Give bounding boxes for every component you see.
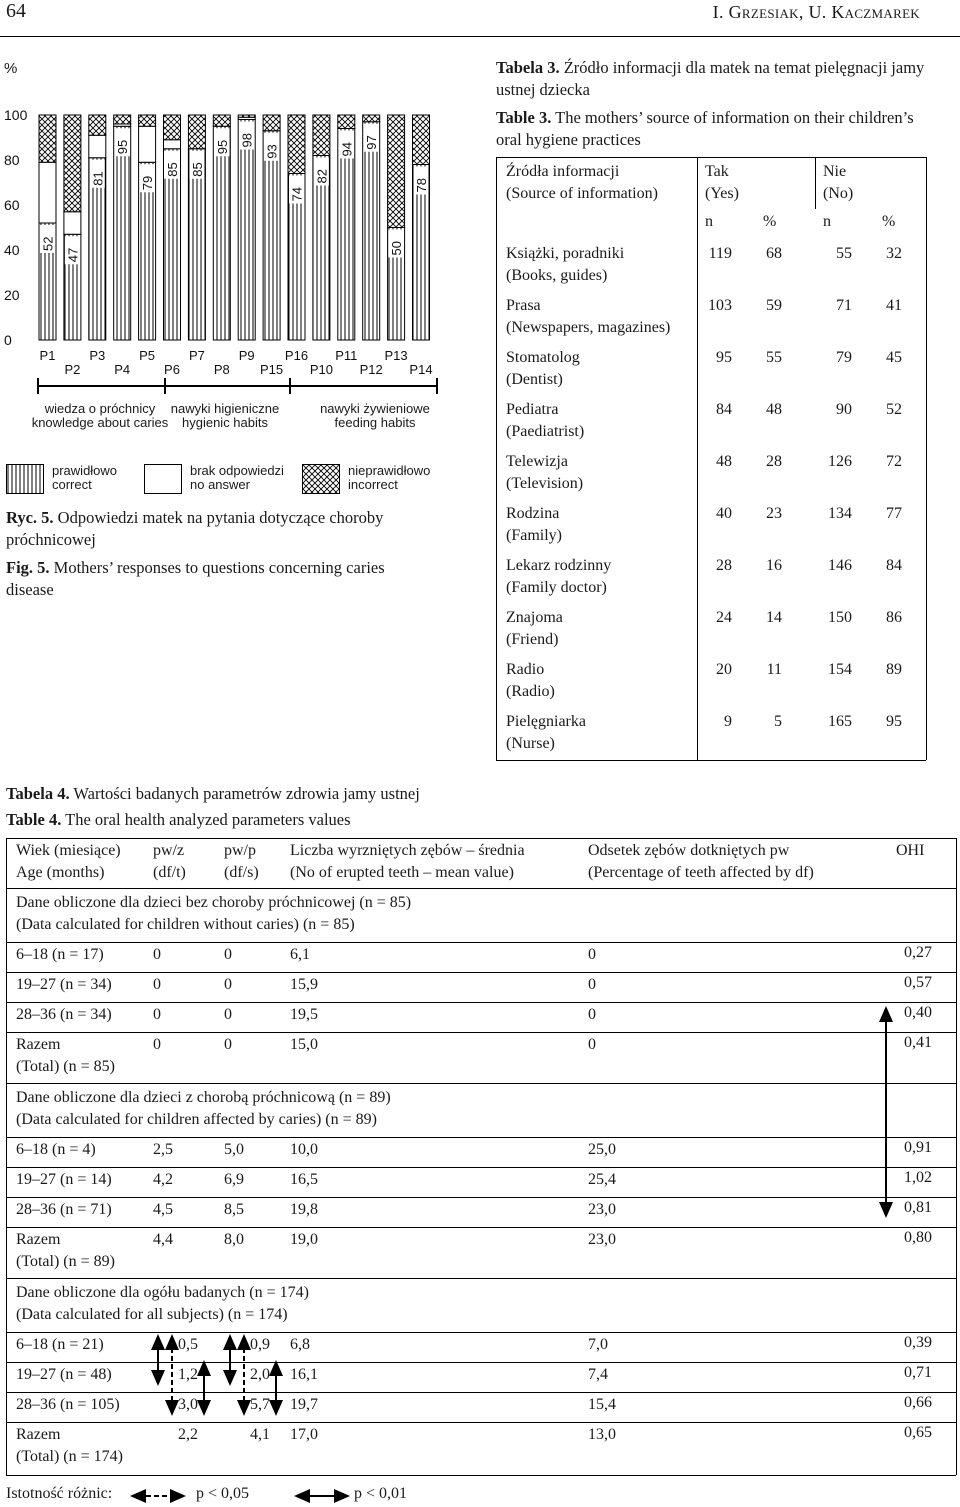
table4-cell: 0,9 (250, 1336, 270, 1353)
table4-cell: 25,0 (588, 1141, 616, 1158)
table3-row-label: Radio (Radio) (506, 661, 555, 700)
pwz-arrow-1 (151, 1334, 165, 1386)
table4-cell: 0 (153, 946, 161, 963)
table4-cell: 8,5 (224, 1201, 244, 1218)
table4-cell: 4,2 (153, 1171, 173, 1188)
table3-row-label: Telewizja (Television) (506, 453, 584, 492)
table4-row-label: 28–36 (n = 105) (16, 1396, 120, 1413)
table3-cell: 71 (836, 297, 852, 314)
table3-cell: 165 (828, 713, 852, 730)
table4-ohi: 0,80 (904, 1229, 932, 1246)
table4-row-label: 28–36 (n = 34) (16, 1006, 112, 1023)
table3-cell: 5 (774, 713, 782, 730)
table3-cell: 24 (716, 609, 732, 626)
table4-ohi: 0,81 (904, 1199, 932, 1216)
table3-cell: 119 (708, 245, 732, 262)
bar-value-label: 82 (314, 169, 330, 184)
ohi-significance-arrow (879, 1006, 893, 1218)
table4-section-title: Dane obliczone dla dzieci bez choroby próchnicowej (n = 85) (Data calculated for children without caries) (n = 85) (16, 894, 412, 933)
x-tick-label: P14 (409, 362, 433, 377)
group-label-knowledge: wiedza o próchnicy knowledge about caries (31, 401, 169, 430)
table4-cell: 7,4 (588, 1366, 608, 1383)
pwz-arrow-3 (197, 1360, 211, 1416)
table3-cell: 59 (766, 297, 782, 314)
table4-cell: 7,0 (588, 1336, 608, 1353)
arrow-dashed-icon (128, 1486, 188, 1506)
bar-value-label: 97 (364, 135, 380, 150)
bar-value-label: 78 (414, 178, 429, 193)
figure-caption-en: Fig. 5. Mothers’ responses to questions concerning caries disease (6, 558, 385, 599)
table4-cell: 16,5 (290, 1171, 318, 1188)
table4-cell: 13,0 (588, 1426, 616, 1443)
table4-cell: 16,1 (290, 1366, 318, 1383)
table3-cell: 154 (828, 661, 852, 678)
table4-cell: 15,0 (290, 1036, 318, 1053)
table4-row-label: Razem (Total) (n = 85) (16, 1036, 115, 1075)
table4-row-label: 19–27 (n = 48) (16, 1366, 112, 1383)
y-tick-label: 80 (4, 152, 20, 168)
table4-ohi: 0,40 (904, 1004, 932, 1021)
x-tick-label: P10 (309, 362, 333, 377)
table3-cell: 55 (836, 245, 852, 262)
table3-cell: 20 (716, 661, 732, 678)
table4-cell: 0 (588, 1006, 596, 1023)
bar-value-label: 85 (165, 162, 180, 177)
x-tick-label: P15 (260, 362, 284, 377)
pwp-arrow-3 (269, 1360, 283, 1416)
bar-value-label: 85 (189, 162, 205, 177)
table3-cell: 84 (716, 401, 732, 418)
bar-value-label: 79 (140, 175, 156, 191)
table4-ohi: 0,41 (904, 1034, 932, 1051)
table4-cell: 10,0 (290, 1141, 318, 1158)
table4-cell: 0 (588, 946, 596, 963)
table4-ohi: 0,27 (904, 944, 932, 961)
x-tick-label: P3 (89, 348, 106, 363)
table4-row-label: Razem (Total) (n = 89) (16, 1231, 115, 1270)
table3-cell: 16 (766, 557, 782, 574)
x-tick-label: P8 (213, 362, 230, 377)
table4-row-label: 6–18 (n = 17) (16, 946, 104, 963)
table3-cell: 103 (708, 297, 732, 314)
table4-cell: 0 (153, 1036, 161, 1053)
table4-cell: 2,0 (250, 1366, 270, 1383)
table3-subheader: % (763, 213, 777, 230)
table4-header: OHI (896, 842, 925, 859)
pwz-arrow-2 (165, 1334, 179, 1416)
bar-value-label: 94 (339, 142, 355, 157)
table3-cell: 134 (828, 505, 852, 522)
table3-row-label: Książki, poradniki (Books, guides) (506, 245, 625, 284)
x-tick-label: P12 (359, 362, 383, 377)
table4-cell: 4,4 (153, 1231, 173, 1248)
table4-header: Liczba wyrzniętych zębów – średnia (No of erupted teeth – mean value) (290, 842, 525, 881)
p05-label: p < 0,05 (196, 1485, 250, 1502)
y-unit-label: % (4, 60, 18, 77)
table4-cell: 25,4 (588, 1171, 616, 1188)
table4-cell: 4,5 (153, 1201, 173, 1218)
bar-value-label: 47 (65, 247, 81, 263)
table3-header-no: Nie (No) (823, 163, 854, 202)
y-tick-label: 40 (4, 242, 20, 258)
bar-value-label: 95 (214, 139, 230, 155)
table4-cell: 0 (224, 946, 232, 963)
table4-header: Wiek (miesiące) Age (months) (16, 842, 121, 881)
table3-title-pl: Tabela 3. Źródło informacji dla matek na temat pielęgnacji jamy ustnej dziecka (496, 58, 925, 99)
x-tick-label: P16 (284, 348, 309, 363)
table3-cell: 52 (886, 401, 902, 418)
table4-cell: 19,7 (290, 1396, 318, 1413)
table3-title-en: Table 3. The mothers’ source of information on their children’s oral hygiene practices (496, 108, 914, 149)
table4-cell: 19,8 (290, 1201, 318, 1218)
table4-ohi: 0,91 (904, 1139, 932, 1156)
x-tick-label: P6 (164, 362, 180, 377)
table3-cell: 86 (886, 609, 902, 626)
bar-value-label: 98 (239, 133, 255, 148)
table4-row-label: 19–27 (n = 14) (16, 1171, 112, 1188)
table3-subheader: % (882, 213, 896, 230)
table4-header: Odsetek zębów dotkniętych pw (Percentage of teeth affected by df) (588, 842, 814, 881)
table3-cell: 55 (766, 349, 782, 366)
table3-cell: 90 (836, 401, 852, 418)
table4-ohi: 0,39 (904, 1334, 932, 1351)
table4-cell: 15,4 (588, 1396, 616, 1413)
table3-cell: 89 (886, 661, 902, 678)
table3-row-label: Rodzina (Family) (506, 505, 562, 544)
bar-value-label: 52 (40, 236, 56, 251)
table3-cell: 150 (828, 609, 852, 626)
table4-cell: 0 (224, 976, 232, 993)
table3-cell: 79 (836, 349, 852, 366)
x-tick-label: P4 (114, 362, 131, 377)
table4-cell: 23,0 (588, 1231, 616, 1248)
table3-cell: 68 (766, 245, 782, 262)
table4-cell: 6,1 (290, 946, 310, 963)
table4-section-title: Dane obliczone dla dzieci z chorobą próchnicową (n = 89) (Data calculated for children affected by caries) (n = 89) (16, 1089, 391, 1128)
table4-cell: 15,9 (290, 976, 318, 993)
table4-cell: 0 (224, 1036, 232, 1053)
table3-subheader: n (705, 213, 713, 230)
table3-header-yes: Tak (Yes) (705, 163, 739, 202)
table4-cell: 6,8 (290, 1336, 310, 1353)
bar-value-label: 50 (389, 241, 405, 256)
table3-cell: 11 (766, 661, 782, 678)
x-tick-label: P7 (188, 348, 205, 363)
table4-cell: 0 (224, 1006, 232, 1023)
group-label-feeding: nawyki żywieniowe feeding habits (320, 401, 430, 430)
table3-cell: 48 (766, 401, 782, 418)
table3-cell: 126 (828, 453, 852, 470)
table4-cell: 5,7 (250, 1396, 270, 1413)
table3-cell: 40 (716, 505, 732, 522)
arrow-solid-icon (292, 1486, 352, 1506)
page-number: 64 (6, 0, 26, 22)
table4-cell: 17,0 (290, 1426, 318, 1443)
table3-row-label: Pielęgniarka (Nurse) (506, 713, 586, 752)
table3-cell: 45 (886, 349, 902, 366)
table4-row-label: Razem (Total) (n = 174) (16, 1426, 123, 1465)
table3-row-label: Prasa (Newspapers, magazines) (506, 297, 671, 336)
table4-ohi: 0,65 (904, 1424, 932, 1441)
significance-label: Istotność różnic: (6, 1485, 113, 1502)
group-label-hygiene: nawyki higieniczne hygienic habits (170, 401, 280, 430)
pwp-arrow-1 (223, 1334, 237, 1386)
table3-cell: 95 (886, 713, 902, 730)
table4-cell: 19,0 (290, 1231, 318, 1248)
table4-header: pw/z (df/t) (153, 842, 186, 881)
table3-cell: 41 (886, 297, 902, 314)
table4-cell: 0,5 (178, 1336, 198, 1353)
table3-cell: 146 (828, 557, 852, 574)
table4-cell: 1,2 (178, 1366, 198, 1383)
table4-title-pl: Tabela 4. Wartości badanych parametrów zdrowia jamy ustnej (6, 784, 420, 803)
table3-cell: 14 (766, 609, 782, 626)
table4-cell: 0 (153, 1006, 161, 1023)
figure-caption-pl: Ryc. 5. Odpowiedzi matek na pytania dotyczące choroby próchnicowej (6, 508, 384, 549)
table4-cell: 3,0 (178, 1396, 198, 1413)
table3-cell: 72 (886, 453, 902, 470)
legend-label-correct: prawidłowo correct (52, 463, 118, 492)
x-tick-label: P2 (64, 362, 81, 377)
pwp-arrow-2 (237, 1334, 251, 1416)
y-tick-label: 20 (4, 287, 20, 303)
table4-cell: 23,0 (588, 1201, 616, 1218)
table4-ohi: 0,66 (904, 1394, 932, 1411)
table4-section-title: Dane obliczone dla ogółu badanych (n = 174) (Data calculated for all subjects) (n = 174) (16, 1284, 309, 1323)
p01-label: p < 0,01 (354, 1485, 408, 1502)
table3-cell: 32 (886, 245, 902, 262)
table4-cell: 4,1 (250, 1426, 270, 1443)
legend-label-incorrect: nieprawidłowo incorrect (348, 463, 431, 492)
table4-cell: 0 (588, 976, 596, 993)
table4-ohi: 1,02 (904, 1169, 932, 1186)
y-tick-label: 60 (4, 197, 20, 213)
table4-title-en: Table 4. The oral health analyzed parameters values (6, 810, 351, 829)
running-head-authors: I. Grzesiak, U. Kaczmarek (712, 2, 920, 22)
table3-cell: 95 (716, 349, 732, 366)
table3-row-label: Znajoma (Friend) (506, 609, 563, 648)
legend-label-no-answer: brak odpowiedzi no answer (190, 463, 284, 492)
x-tick-label: P5 (139, 348, 156, 363)
y-tick-label: 100 (4, 107, 28, 123)
table3-cell: 84 (886, 557, 902, 574)
bar-value-label: 95 (115, 139, 131, 155)
table4-row-label: 6–18 (n = 21) (16, 1336, 104, 1353)
x-tick-label: P1 (39, 348, 56, 363)
table4-cell: 0 (588, 1036, 596, 1053)
bar-value-label: 74 (289, 187, 305, 202)
table4-row-label: 6–18 (n = 4) (16, 1141, 96, 1158)
table3-cell: 77 (886, 505, 902, 522)
y-tick-label: 0 (4, 332, 12, 348)
table3-row-label: Stomatolog (Dentist) (506, 349, 580, 388)
x-tick-label: P11 (335, 348, 358, 363)
table4-cell: 2,2 (178, 1426, 198, 1443)
x-tick-label: P13 (384, 348, 408, 363)
table3-cell: 23 (766, 505, 782, 522)
table4-cell: 8,0 (224, 1231, 244, 1248)
table4-ohi: 0,71 (904, 1364, 932, 1381)
table4-header: pw/p (df/s) (224, 842, 259, 881)
table4-cell: 6,9 (224, 1171, 244, 1188)
table4-cell: 0 (153, 976, 161, 993)
table4-cell: 19,5 (290, 1006, 318, 1023)
table4-cell: 2,5 (153, 1141, 173, 1158)
table4-ohi: 0,57 (904, 974, 932, 991)
table3-row-label: Lekarz rodzinny (Family doctor) (506, 557, 612, 596)
table3-cell: 28 (716, 557, 732, 574)
x-tick-label: P9 (238, 348, 255, 363)
table4-row-label: 19–27 (n = 34) (16, 976, 112, 993)
table4-cell: 5,0 (224, 1141, 244, 1158)
table3-cell: 9 (724, 713, 732, 730)
table3-cell: 28 (766, 453, 782, 470)
table3-row-label: Pediatra (Paediatrist) (506, 401, 585, 440)
table3-cell: 48 (716, 453, 732, 470)
table3-subheader: n (823, 213, 831, 230)
bar-value-label: 93 (264, 144, 280, 159)
bar-value-label: 81 (90, 171, 106, 186)
table3-header-source: Źródła informacji (Source of information) (506, 163, 658, 202)
table4-row-label: 28–36 (n = 71) (16, 1201, 112, 1218)
